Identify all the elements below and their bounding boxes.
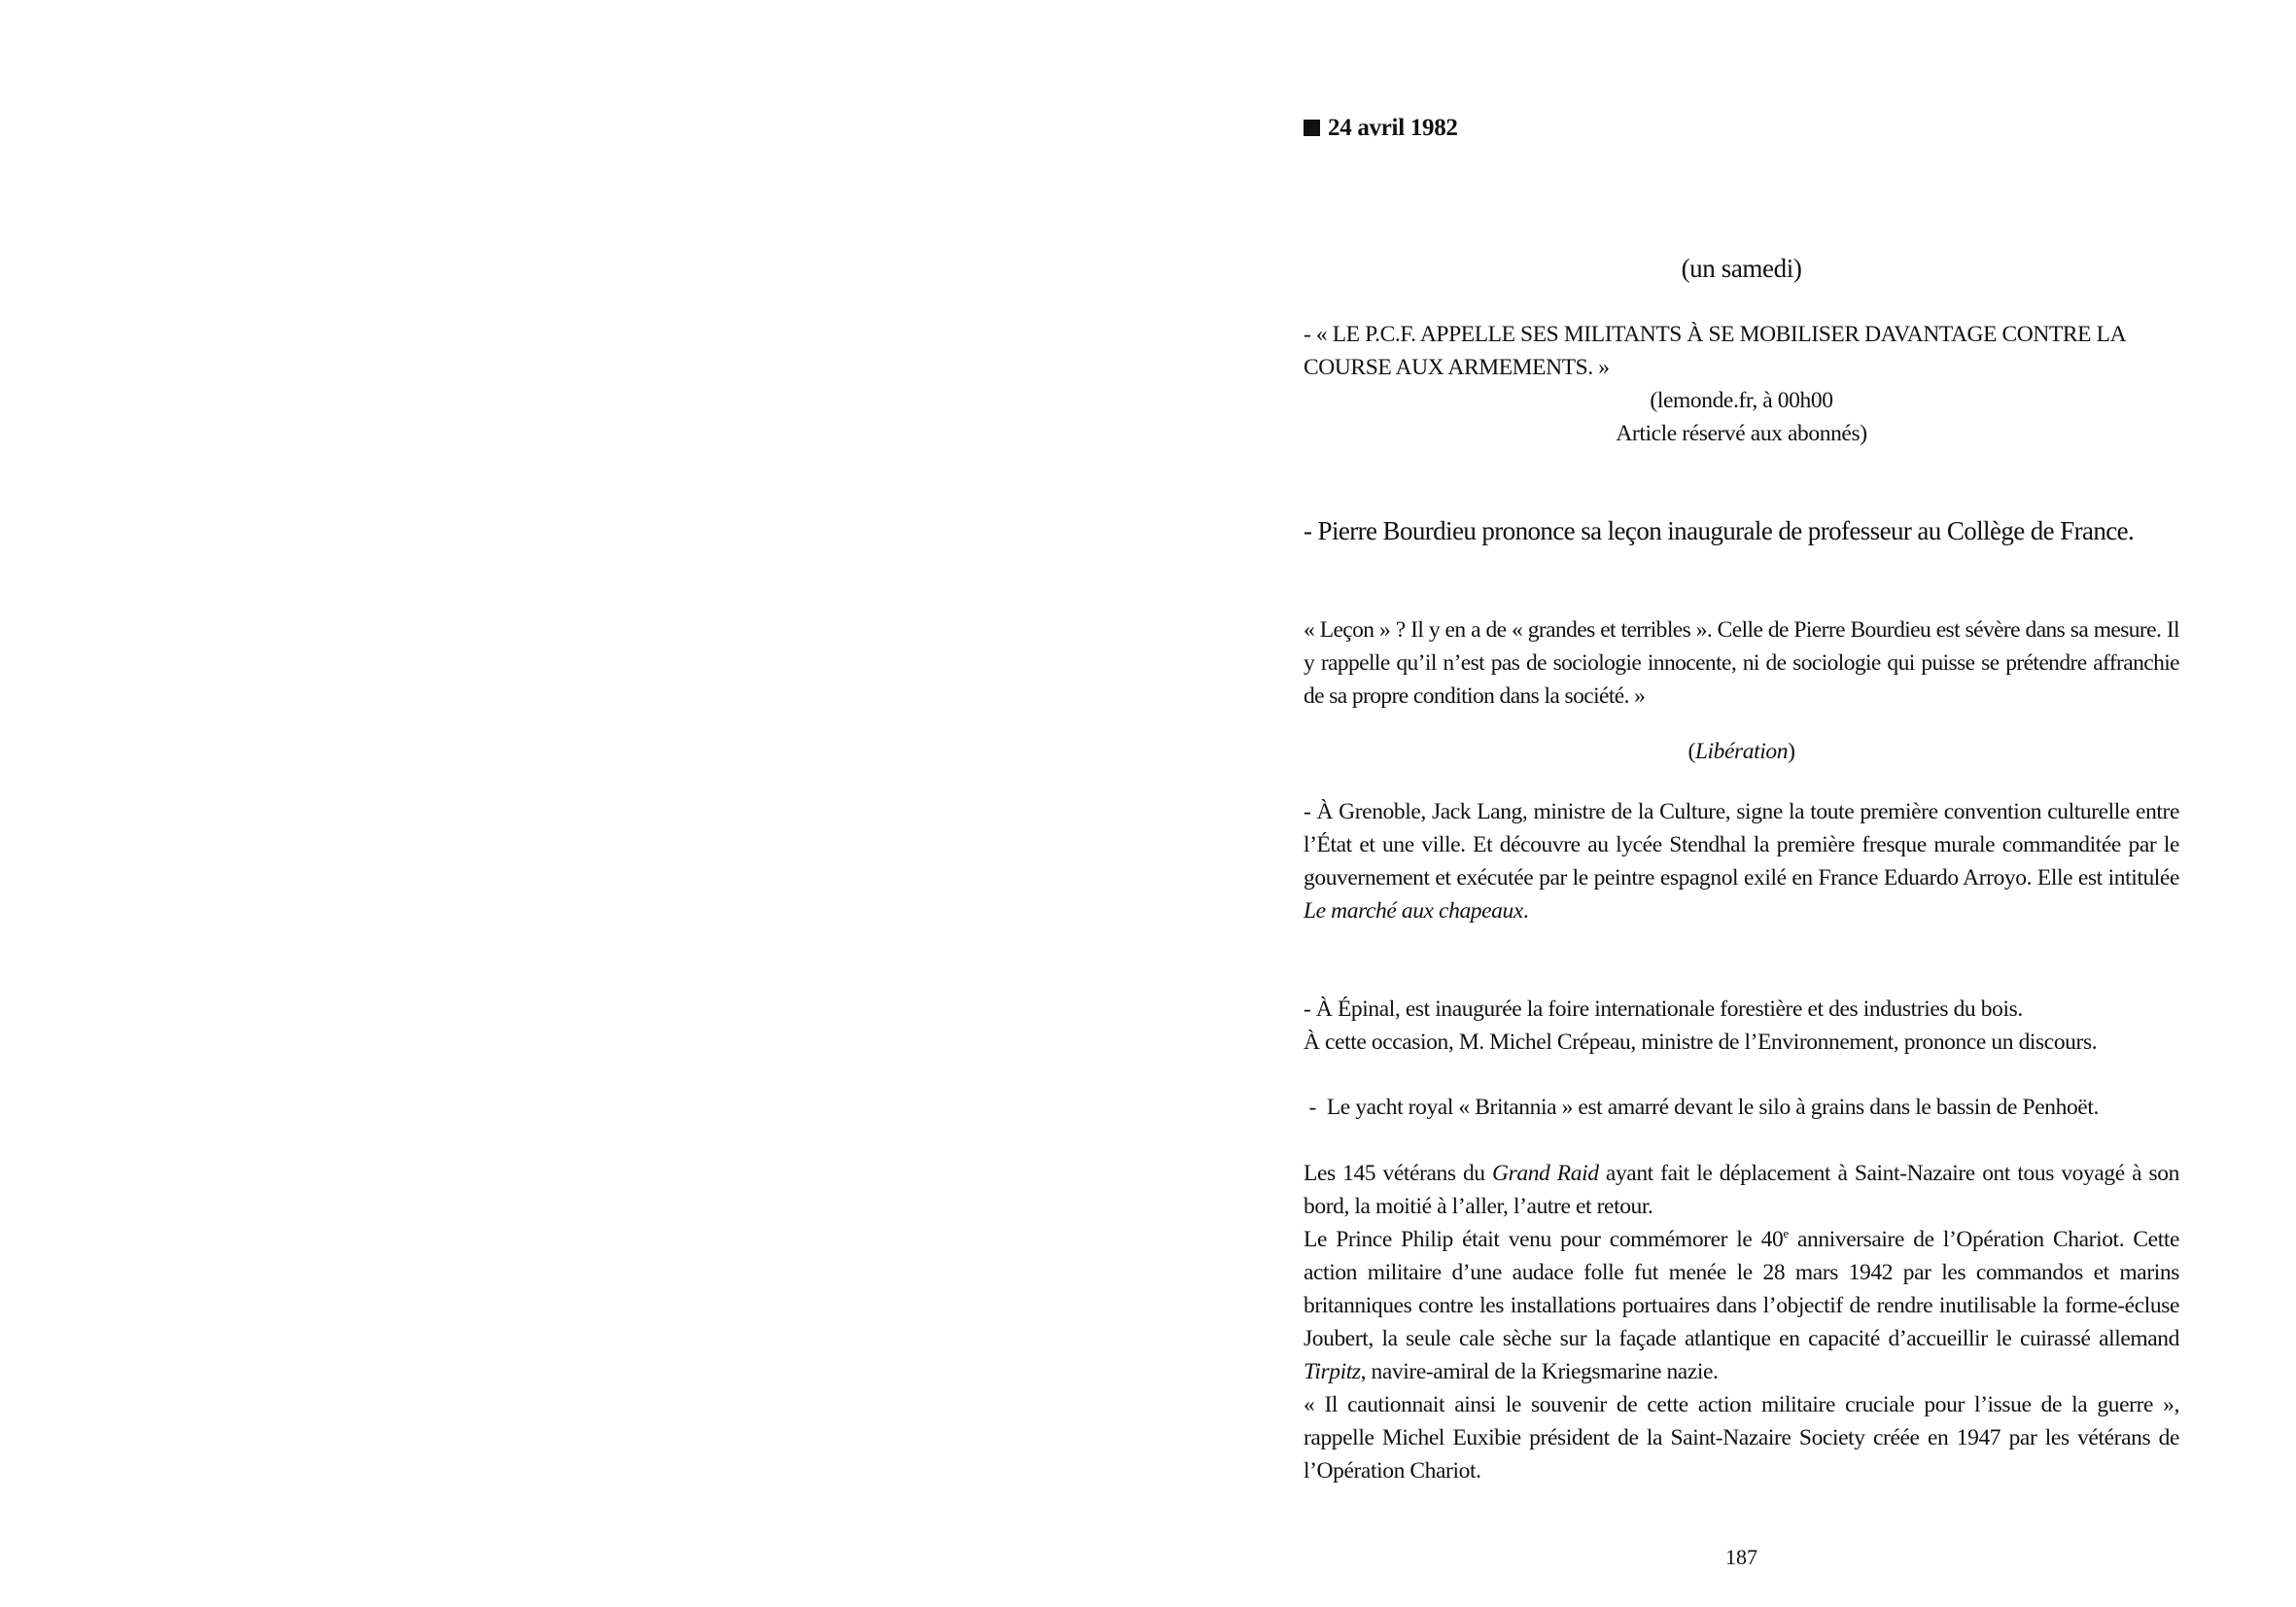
pcf-source-line2: Article réservé aux abonnés) bbox=[1616, 421, 1867, 446]
text: , navire-amiral de la Kriegsmarine nazie. bbox=[1360, 1359, 1719, 1384]
period: . bbox=[1522, 898, 1529, 924]
ordinal-sup: e bbox=[1783, 1226, 1789, 1240]
bourdieu-quote: « Leçon » ? Il y en a de « grandes et terribles ». Celle de Pierre Bourdieu est sévère dans sa mesure. Il y rappelle qu’il n’est pas de sociologie innocente, ni de sociologie qui puisse se prétendre affranchie de sa propre condition dans la société. » bbox=[1304, 617, 2179, 709]
text: anniversaire de l’Opération Chariot. Cette action militaire d’une audace folle fut menée le 28 mars 1942 par les commandos et marins britanniques contre les installations portuaires dans l’objectif de rendre inutilisable la forme-écluse Joubert, la seule cale sèche sur la façade atlantique en capacité d’accueillir le cuirassé allemand bbox=[1304, 1227, 2179, 1351]
pcf-source-line1: (lemonde.fr, à 00h00 bbox=[1650, 388, 1833, 413]
entry-date: 24 avril 1982 bbox=[1328, 115, 1458, 141]
pcf-headline-line1: - « LE P.C.F. APPELLE SES MILITANTS À SE MOBILISER DAVANTAGE CONTRE LA bbox=[1304, 322, 2127, 347]
text: Les 145 vétérans du bbox=[1304, 1161, 1493, 1186]
paren-open: ( bbox=[1687, 739, 1695, 764]
fresco-title: Le marché aux chapeaux bbox=[1304, 898, 1523, 924]
bourdieu-source bbox=[1304, 735, 2179, 768]
black-square-icon bbox=[1304, 120, 1320, 136]
veterans-paragraph bbox=[1304, 1157, 2179, 1223]
prince-philip-paragraph bbox=[1304, 1223, 2179, 1388]
grenoble-item bbox=[1304, 795, 2179, 927]
epinal-line1: - À Épinal, est inaugurée la foire internationale forestière et des industries du bois. bbox=[1304, 996, 2023, 1022]
epinal-item bbox=[1304, 993, 2179, 1059]
pcf-headline-line2: COURSE AUX ARMEMENTS. » bbox=[1304, 355, 1610, 380]
grenoble-text: - À Grenoble, Jack Lang, ministre de la Culture, signe la toute première convention culturelle entre l’État et une ville. Et découvre au lycée Stendhal la première fresque murale commanditée par le gouvernement et exécutée par le peintre espagnol exilé en France Eduardo Arroyo. Elle est intitulée bbox=[1304, 799, 2179, 891]
quote-paragraph: « Il cautionnait ainsi le souvenir de cette action militaire cruciale pour l’issue de la guerre », rappelle Michel Euxibie président de la Saint-Nazaire Society créée en 1947 par les vétérans de l’Opération Chariot. bbox=[1304, 1392, 2179, 1484]
pcf-item bbox=[1304, 318, 2179, 450]
epinal-line2: À cette occasion, M. Michel Crépeau, ministre de l’Environnement, prononce un discours. bbox=[1304, 1030, 2098, 1055]
source-title: Libération bbox=[1694, 739, 1789, 764]
text: ayant fait le déplacement à Saint-Nazaire ont tous voyagé à son bord, la moitié à l’aller, l’autre et retour. bbox=[1304, 1161, 2179, 1219]
text: Le Prince Philip était venu pour commémorer le 40 bbox=[1304, 1227, 1784, 1252]
britannia-headline: - Le yacht royal « Britannia » est amarré devant le silo à grains dans le bassin de Penhoët. bbox=[1304, 1095, 2099, 1120]
day-note: (un samedi) bbox=[1681, 254, 1802, 283]
page-number: 187 bbox=[1725, 1545, 1757, 1569]
bourdieu-headline: - Pierre Bourdieu prononce sa leçon inaugurale de professeur au Collège de France. bbox=[1304, 516, 2135, 545]
raid-title: Grand Raid bbox=[1492, 1161, 1599, 1186]
ship-name: Tirpitz bbox=[1304, 1359, 1361, 1384]
britannia-body bbox=[1304, 1157, 2179, 1487]
entry-date-heading bbox=[1304, 112, 2179, 145]
paren-close: ) bbox=[1788, 739, 1795, 764]
